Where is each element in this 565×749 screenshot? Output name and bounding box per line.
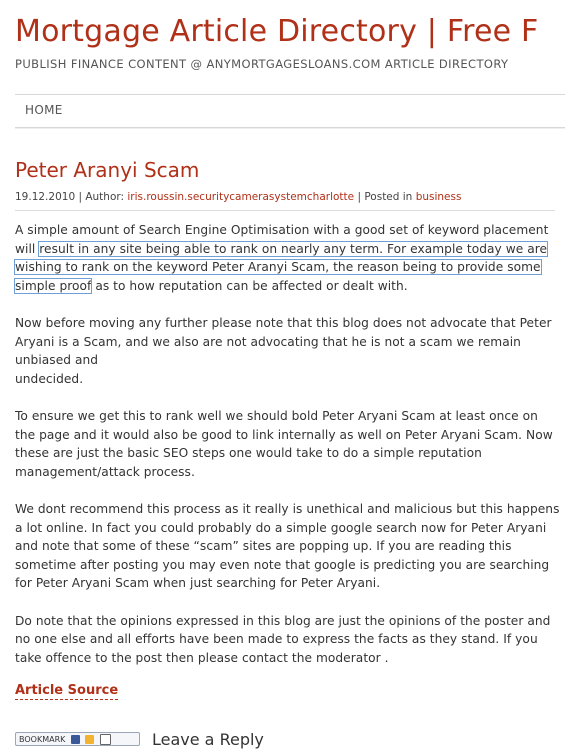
- post-title[interactable]: Peter Aranyi Scam: [15, 158, 200, 182]
- email-icon: [100, 734, 111, 745]
- paragraph-1-lead: A simple amount of Search Engine Optimisation with a good set of keyword placement will: [15, 223, 549, 256]
- post-date: 19.12.2010: [15, 191, 76, 203]
- article-source-link[interactable]: Article Source: [15, 683, 119, 698]
- paragraph-4: We dont recommend this process as it really is unethical and malicious but this happens a lot online. In fact you could probably do a simple google search now for Peter Aryani and note that some of these “scam” sites are popping up. If you are reading this sometime after posting you may even note that google is predicting you are searching for Peter Aryani Scam when just searching for Peter Aryani.: [15, 502, 560, 590]
- bookmark-label: BOOKMARK: [19, 735, 66, 744]
- paragraph-5: Do note that the opinions expressed in this blog are just the opinions of the poster and no one else and all efforts have been made to express the facts as they stand. If you take offence to the post then please contact the moderator .: [15, 613, 551, 665]
- site-tagline: PUBLISH FINANCE CONTENT @ ANYMORTGAGESLOANS.COM ARTICLE DIRECTORY: [15, 57, 509, 71]
- star-icon: [85, 735, 94, 744]
- nav-item-home[interactable]: HOME: [25, 103, 63, 117]
- post-content: [15, 221, 560, 686]
- paragraph-2-end: undecided.: [15, 371, 84, 386]
- paragraph-1-tail: as to how reputation can be affected or dealt with.: [91, 278, 408, 293]
- author-link[interactable]: iris.roussin.securitycamerasystemcharlotte: [127, 191, 355, 203]
- category-link[interactable]: business: [415, 191, 462, 203]
- author-label: | Author:: [75, 191, 128, 203]
- highlighted-selection: result in any site being able to rank on nearly any term. For example today we are wishing to rank on the keyword Peter Aranyi Scam, the reason being to provide some simple proof: [15, 241, 548, 293]
- category-label: | Posted in: [354, 191, 416, 203]
- leave-reply-heading: Leave a Reply: [152, 730, 264, 749]
- facebook-icon: [71, 735, 80, 744]
- paragraph-2-text: Now before moving any further please note that this blog does not advocate that Peter Aryani is a Scam, and we also are not advocating that he is not a scam we remain unbiased and: [15, 316, 552, 367]
- bookmark-button[interactable]: [15, 732, 140, 746]
- post-meta: [15, 184, 555, 211]
- paragraph-2: [15, 314, 560, 388]
- paragraph-1: [15, 221, 560, 295]
- site-title[interactable]: Mortgage Article Directory | Free F: [15, 14, 539, 49]
- paragraph-3: To ensure we get this to rank well we should bold Peter Aryani Scam at least once on the page and it would also be good to link internally as well on Peter Aryani Scam. Now these are just the basic SEO steps one would take to do a simple reputation management/attack process.: [15, 409, 553, 479]
- main-navigation: [15, 94, 565, 128]
